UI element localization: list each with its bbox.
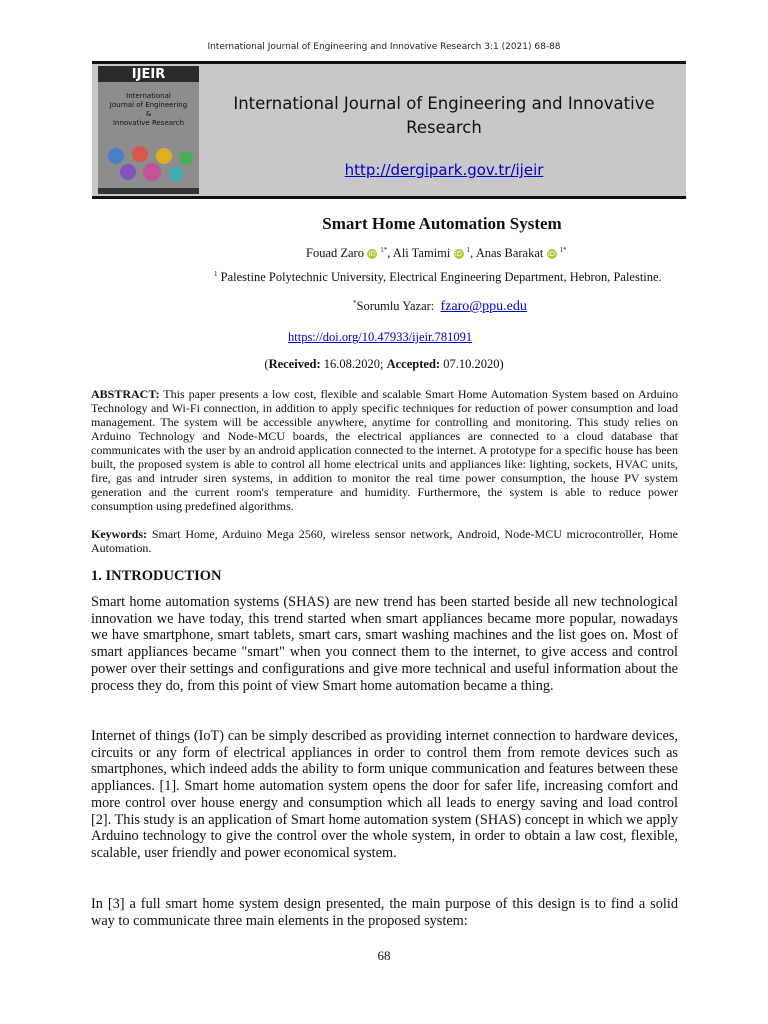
journal-cover-image [98,66,199,194]
paragraph: Smart home automation systems (SHAS) are new trend has been started beside all new technological innovation we have today, this trend started when smart appliances became more popular, nowadays we have smartphone, smart tablets, smart cars, smart washing machines and the list goes on. Most of smart appliances became "smart" when you connect them to the internet, to give access and control power over their settings and configurations and give more technical and useful information about the process they do, from this point of view Smart home automation became a thing. [91,594,678,694]
corresponding-author: *Sorumlu Yazar: fzaro@ppu.edu [353,299,527,315]
affiliation: $^1$ Palestine Polytechnic University, Electrical Engineering Department, Hebron, Palestine. [214,270,662,285]
page-number: 68 [377,948,391,963]
keywords-label: Keywords: [91,527,147,541]
abstract-text: This paper presents a low cost, flexible and scalable Smart Home Automation System based on Arduino Technology and Wi-Fi connection, in addition to apply specific techniques for reduction of power consumption and load management. The system will be accessible anywhere, anytime for controlling and monitoring. This study relies on Arduino Technology and Node-MCU boards, the electrical appliances are connected to a cloud database that communicates with the user by an android application connected to the internet. A prototype for a specific house has been built, the proposed system is able to control all home electrical units and appliances like: lighting, sockets, HVAC units, fire, gas and intruder siren systems, in addition to monitor the real time power consumption, the house PV system generation and the current room's temperature and humidity. Furthermore, the system is able to reduce power consumption using predefined algorithms. [91,387,678,513]
orcid-icon[interactable]: iD [368,250,376,259]
paragraph: Internet of things (IoT) can be simply described as providing internet connection to hardware devices, circuits or any form of electrical appliances in order to control them from remote devices such as smartphones, which indeed adds the ability to form unique communication and features between these appliances. [1]. Smart home automation system opens the door for safer life, increasing comfort and more control over house energy and consumption which all leads to energy saving and load control [2]. This study is an application of Smart home automation system (SHAS) concept in which we apply Arduino technology to give the control over the whole system, in order to obtain a law cost, flexible, scalable, user friendly and power economical system. [91,728,679,861]
keywords-text: Smart Home, Arduino Mega 2560, wireless sensor network, Android, Node-MCU microcontroller, Home Automation. [91,527,678,555]
orcid-icon[interactable]: iD [454,250,463,259]
author-name: Ali Tamimi [392,246,451,261]
cover-art-icon [102,144,196,184]
keywords [91,527,678,555]
paragraph: In [3] a full smart home system design presented, the main purpose of this design is to find a solid way to communicate three main elements in the proposed system: [91,896,678,929]
orcid-icon[interactable]: iD [547,250,556,259]
cover-lines: International Journal of Engineering & Innovative Research [109,92,188,127]
journal-banner [92,61,686,199]
section-heading: 1. INTRODUCTION [91,568,222,584]
author-name: Anas Barakat [475,246,544,261]
abstract-label: ABSTRACT: [91,387,160,401]
email-link[interactable]: fzaro@ppu.edu [440,299,527,315]
journal-title: International Journal of Engineering and Innovative Research [233,94,655,137]
paper-title: Smart Home Automation System [322,214,562,233]
dates-line: (Received: 16.08.2020; Accepted: 07.10.2020) [264,357,504,371]
doi-link[interactable]: https://doi.org/10.47933/ijeir.781091 [288,330,473,344]
journal-url-link[interactable]: http://dergipark.gov.tr/ijeir [344,161,544,179]
author-name: Fouad Zaro [306,246,364,261]
author-list: Fouad Zaro iD $^{1*}$, Ali Tamimi iD $^1$, Anas Barakat iD $^{1*}$ [306,246,567,261]
cover-title: IJEIR [98,66,199,82]
abstract [91,387,678,513]
doi-line [288,330,472,345]
running-head: International Journal of Engineering and Innovative Research 3:1 (2021) 68-88 [207,42,561,52]
